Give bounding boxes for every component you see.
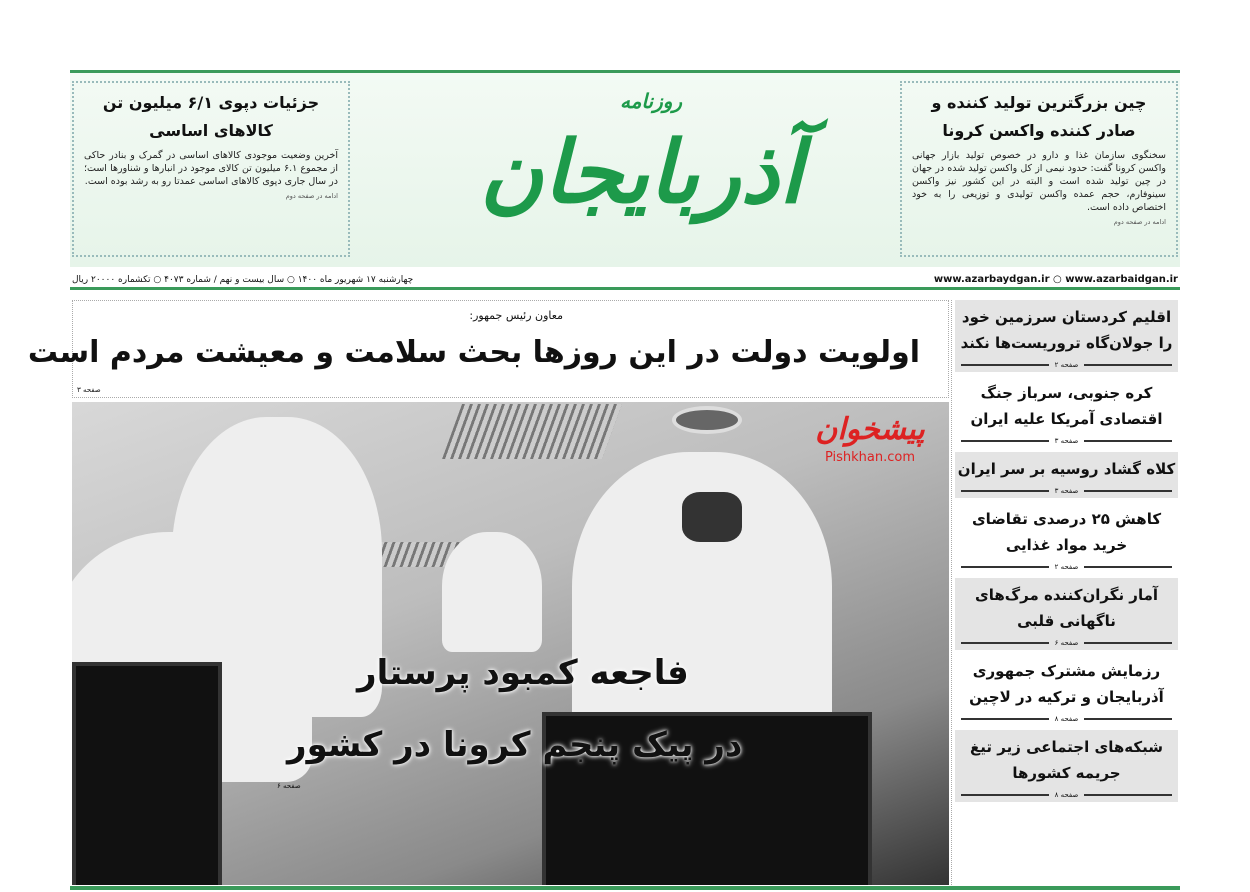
sidebar-item[interactable] bbox=[955, 578, 1178, 650]
sidebar-item-title: کلاه گشاد روسیه بر سر ایران bbox=[957, 460, 1176, 478]
sidebar-item-title: اقلیم کردستان سرزمین خود را جولان‌گاه تروریست‌ها نکند bbox=[960, 308, 1173, 352]
sidebar-item-title: کاهش ۲۵ درصدی تقاضای خرید مواد غذایی bbox=[971, 510, 1162, 554]
sidebar-item-title: رزمایش مشترک جمهوری آذربایجان و ترکیه در لاچین bbox=[969, 662, 1164, 706]
photo-headline-line1: فاجعه کمبود پرستار bbox=[357, 653, 689, 693]
dateline-bar bbox=[70, 270, 1180, 290]
sidebar-item-title: کره جنوبی، سرباز جنگ اقتصادی آمریکا علیه ایران bbox=[970, 384, 1163, 428]
photo-headline-line2: در پیک پنجم کرونا در کشور bbox=[287, 725, 743, 765]
sidebar-page-ref: صفحه ۸ bbox=[1049, 715, 1085, 723]
sidebar-item[interactable] bbox=[955, 300, 1178, 372]
lead-kicker: معاون رئیس جمهور: bbox=[469, 309, 563, 322]
sidebar-item[interactable] bbox=[955, 502, 1178, 574]
column-divider bbox=[951, 300, 952, 885]
watermark-en: Pishkhan.com bbox=[824, 450, 916, 465]
website-links[interactable]: www.azarbaydgan.ir ○ www.azarbaidgan.ir bbox=[933, 274, 1178, 285]
sidebar-page-ref: صفحه ۳ bbox=[1049, 437, 1085, 445]
sidebar-item[interactable] bbox=[955, 452, 1178, 498]
right-teaser-box[interactable] bbox=[900, 81, 1178, 257]
photo-page-ref: صفحه ۶ bbox=[277, 782, 301, 790]
sidebar-item-title: شبکه‌های اجتماعی زیر تیغ جریمه کشورها bbox=[970, 738, 1163, 782]
sidebar-page-ref: صفحه ۳ bbox=[1049, 487, 1085, 495]
teaser-title: جزئیات دپوی ۶/۱ میلیون تن کالاهای اساسی bbox=[102, 93, 320, 140]
newspaper-logo bbox=[420, 73, 930, 268]
logo-name: آذربایجان bbox=[480, 122, 803, 223]
sidebar-item[interactable] bbox=[955, 730, 1178, 802]
watermark-fa: پیشخوان bbox=[815, 412, 925, 447]
left-teaser-box[interactable] bbox=[72, 81, 350, 257]
bottom-rule bbox=[70, 886, 1180, 890]
teaser-title: چین بزرگترین تولید کننده و صادر کننده واکسن کرونا bbox=[931, 93, 1147, 140]
teaser-continued: ادامه در صفحه دوم bbox=[1113, 218, 1166, 226]
sidebar-headlines bbox=[955, 300, 1178, 885]
sidebar-item[interactable] bbox=[955, 654, 1178, 726]
sidebar-page-ref: صفحه ۲ bbox=[1049, 361, 1085, 369]
teaser-body: آخرین وضعیت موجودی کالاهای اساسی در گمرک و بنادر حاکی از مجموع ۶.۱ میلیون تن کالای موجود در انبارها و شناورها است؛ در سال جاری دپوی کالاهای اساسی عمدتا رو به رشد بوده است. bbox=[84, 150, 339, 187]
issue-date: چهارشنبه ۱۷ شهریور ماه ۱۴۰۰ ○ سال بیست و نهم / شماره ۴۰۷۳ ○ تکشماره ۲۰۰۰۰ ریال bbox=[72, 275, 414, 285]
main-photo[interactable] bbox=[72, 402, 949, 885]
masthead-band bbox=[70, 70, 1180, 267]
sidebar-page-ref: صفحه ۶ bbox=[1049, 639, 1085, 647]
sidebar-page-ref: صفحه ۸ bbox=[1049, 791, 1085, 799]
sidebar-item[interactable] bbox=[955, 376, 1178, 448]
sidebar-item-title: آمار نگران‌کننده مرگ‌های ناگهانی قلبی bbox=[974, 586, 1159, 630]
teaser-continued: ادامه در صفحه دوم bbox=[285, 192, 338, 200]
lead-headline: اولویت دولت در این روزها بحث سلامت و معیشت مردم است bbox=[27, 335, 920, 370]
lead-page-ref: صفحه ۳ bbox=[77, 386, 101, 394]
teaser-body: سخنگوی سازمان غذا و دارو در خصوص تولید بازار جهانی واکسن کرونا گفت: حدود نیمی از کل واکسن تولید شده در جهان در چین تولید شده است و البته در این کشور نیز واکسن سینوفارم، حجم عمده واکسن تولیدی و توزیعی را به خود اختصاص داده است. bbox=[912, 150, 1166, 213]
monitor bbox=[72, 662, 222, 885]
lead-story[interactable] bbox=[27, 300, 949, 398]
pishkhan-watermark bbox=[800, 410, 940, 466]
sidebar-page-ref: صفحه ۲ bbox=[1049, 563, 1085, 571]
logo-prefix: روزنامه bbox=[620, 89, 683, 113]
